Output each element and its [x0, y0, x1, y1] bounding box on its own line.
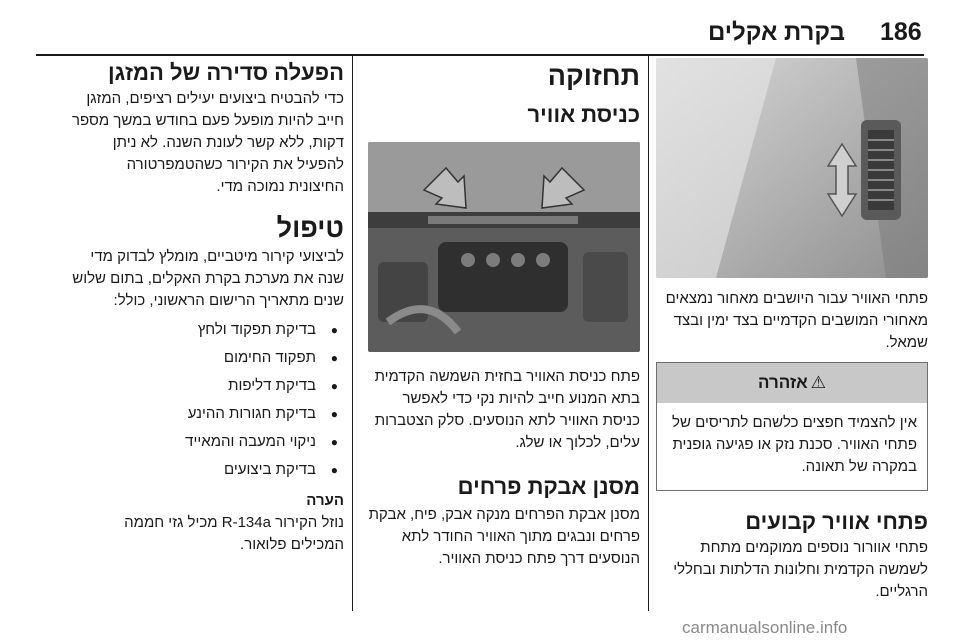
fixed-vents-heading: פתחי אוויר קבועים: [745, 509, 928, 534]
service-checklist: [68, 316, 344, 484]
page-number: 186: [880, 18, 922, 46]
list-item: ● ניקוי המעבה והמאייד: [68, 428, 344, 456]
fixed-vents-text: פתחי אוורור נוספים ממוקמים מתחת לשמשה הקדמית וחלונות הדלתות ובחללי הרגליים.: [673, 539, 928, 600]
warning-text: אין להצמיד חפצים כלשהם לתריסים של פתחי האוויר. סכנת נזק או פגיעה גופנית במקרה של תאונה.: [672, 414, 917, 475]
rear-vents-caption: פתחי האוויר עבור היושבים מאחור נמצאים מאחורי המושבים הקדמיים בצד ימין ובצד שמאל.: [665, 290, 928, 351]
column-right: [656, 58, 928, 603]
page-header: [0, 0, 960, 54]
warning-title: אזהרה: [758, 373, 808, 392]
list-item: ● תפקוד החימום: [68, 344, 344, 372]
air-intake-text: פתח כניסת האוויר בחזית השמשה הקדמית בתא המנוע חייב להיות נקי כדי לאפשר כניסת האוויר לתא הנוסעים. סלק הצטברות עלים, לכלוך או שלג.: [374, 368, 640, 451]
warning-triangle-icon: ⚠: [810, 373, 826, 392]
column-middle: [368, 58, 640, 570]
warning-header: [657, 363, 927, 403]
air-intake-heading: כניסת אוויר: [527, 102, 640, 127]
warning-box: [656, 362, 928, 491]
column-divider-left: [352, 56, 353, 611]
list-item: ● בדיקת תפקוד ולחץ: [68, 316, 344, 344]
list-item: ● בדיקת ביצועים: [68, 456, 344, 484]
column-left: [68, 58, 344, 556]
section-title: בקרת אקלים: [708, 19, 845, 46]
ac-operation-heading: הפעלה סדירה של המזגן: [108, 60, 344, 85]
note-text: נוזל הקירור R-134a מכיל גזי חממה המכילים פלואור.: [124, 514, 344, 553]
service-text: לביצועי קירור מיטביים, מומלץ לבדוק מדי שנה את מערכת בקרת האקלים, בתום שלוש שנים מתאריך הרישום הראשוני, כולל:: [72, 248, 344, 309]
ac-operation-text: כדי להבטיח ביצועים יעילים רציפים, המזגן חייב להיות מופעל פעם בחודש במשך מספר דקות, ללא קשר לעונת השנה. לא ניתן להפעיל את הקירור כשהטמפרטורה החיצונית נמוכה מדי.: [72, 90, 344, 195]
watermark: carmanualsonline.info: [682, 618, 848, 637]
header-divider: [36, 54, 924, 56]
list-item: ● בדיקת דליפות: [68, 372, 344, 400]
pollen-filter-heading: מסנן אבקת פרחים: [457, 474, 640, 499]
engine-bay-photo: [368, 142, 640, 352]
column-divider-right: [648, 56, 649, 611]
note-title: הערה: [306, 492, 344, 509]
rear-vent-photo: [656, 58, 928, 278]
service-heading: טיפול: [276, 213, 344, 243]
list-item: ● בדיקת חגורות ההינע: [68, 400, 344, 428]
pollen-filter-text: מסנן אבקת הפרחים מנקה אבק, פיח, אבקת פרחים ונבגים מתוך האוויר החודר לתא הנוסעים דרך פתח כניסת האוויר.: [368, 506, 640, 567]
maintenance-title: תחזוקה: [547, 61, 640, 91]
